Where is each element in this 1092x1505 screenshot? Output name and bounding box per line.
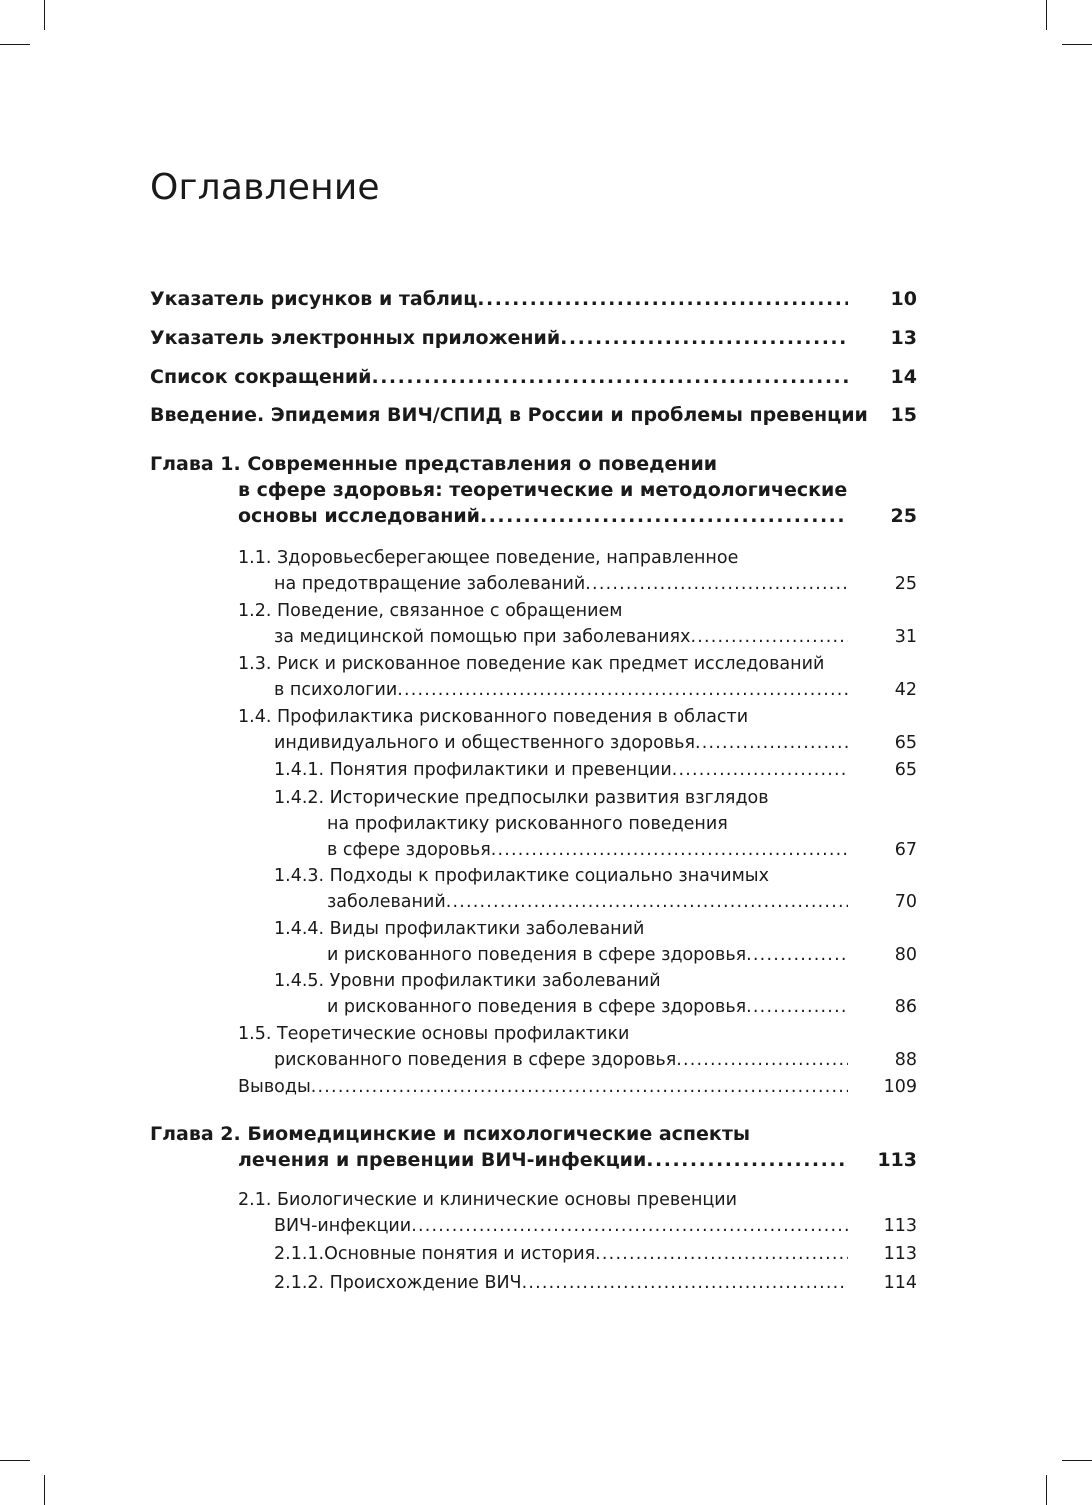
page-number: 13 [890,327,917,349]
toc-entry-line [238,598,622,624]
toc-entry-line [327,811,728,837]
dot-leader [522,1270,848,1296]
toc-entry-text: в психологии [274,680,398,700]
toc-entry-text: 2.1.2. Происхождение ВИЧ [274,1273,522,1293]
page-number: 42 [894,680,917,700]
toc-entry-text: 1.4. Профилактика рискованного поведения в области [238,707,749,727]
toc-entry-text: 1.5. Теоретические основы профилактики [238,1024,630,1044]
toc-entry-text: и рискованного поведения в сфере здоровья [327,997,747,1017]
toc-entry-text: за медицинской помощью при заболеваниях [274,627,691,647]
toc-entry-text: Введение. Эпидемия ВИЧ/СПИД в России и проблемы превенции [150,404,868,426]
toc-entry-line [238,1187,737,1213]
toc-entry-line [274,1241,848,1267]
toc-entry-line [327,837,848,863]
toc-entry-text: 1.4.5. Уровни профилактики заболеваний [274,971,661,991]
toc-entry-text: на предотвращение заболеваний [274,574,586,594]
toc-entry-text: 1.4.4. Виды профилактики заболеваний [274,919,645,939]
page-number: 25 [894,574,917,594]
toc-entry-text: 2.1.1.Основные понятия и история [274,1244,596,1264]
toc-entry-text: 1.4.3. Подходы к профилактике социально значимых [274,866,769,886]
toc-entry-text: 1.1. Здоровьесберегающее поведение, направленное [238,548,739,568]
page-number: 10 [890,288,917,310]
dot-leader [746,942,848,968]
page-number: 113 [877,1149,917,1171]
dot-leader [646,1147,848,1173]
toc-entry-text: заболеваний [327,892,446,912]
toc-entry-text: в сфере здоровья: теоретические и методологические [238,479,848,501]
dot-leader [446,889,848,915]
toc-entry-line [238,1074,848,1100]
dot-leader [477,286,848,312]
toc-entry-text: Глава 1. Современные представления о поведении [150,453,718,475]
page-number: 113 [883,1244,917,1264]
dot-leader [585,571,848,597]
toc-entry-text: рискованного поведения в сфере здоровья [274,1050,677,1070]
toc-entry-line [238,704,748,730]
toc-entry-line [274,785,769,811]
page-number: 31 [894,627,917,647]
toc-entry-line [150,402,868,428]
toc-entry-text: индивидуального и общественного здоровья [274,733,695,753]
toc-entry-line [150,451,717,477]
dot-leader [372,364,849,390]
dot-leader [480,503,848,529]
toc-entry-text: Глава 2. Биомедицинские и психологические аспекты [150,1123,751,1145]
page-number: 88 [894,1050,917,1070]
toc-entry-text: и рискованного поведения в сфере здоровья [327,945,747,965]
toc-entry-text: 1.4.1. Понятия профилактики и превенции [274,760,672,780]
toc-entry-line [150,325,848,351]
page-number: 109 [883,1077,917,1097]
toc-entry-text: на профилактику рискованного поведения [327,814,728,834]
toc-entry-line [238,545,738,571]
dot-leader [411,1213,848,1239]
toc-entry-text: в сфере здоровья [327,840,491,860]
page-number: 80 [894,945,917,965]
toc-entry-line [238,651,824,677]
toc-entry-text: ВИЧ-инфекции [274,1216,412,1236]
toc-entry-line [274,863,769,889]
toc-entry-line [274,968,661,994]
toc-entry-text: 2.1. Биологические и клинические основы превенции [238,1190,738,1210]
dot-leader [491,837,848,863]
toc-entry-text: Указатель рисунков и таблиц [150,288,478,310]
toc-entry-text: основы исследований [238,505,480,527]
dot-leader [311,1074,848,1100]
toc-entry-line [274,1047,848,1073]
toc-entry-line [238,477,847,503]
page-number: 70 [894,892,917,912]
toc-entry-text: 1.4.2. Исторические предпосылки развития взглядов [274,788,769,808]
page-number: 14 [890,366,917,388]
page-number: 67 [894,840,917,860]
toc-entry-line [274,1270,848,1296]
toc-entry-line [327,942,848,968]
page-number: 65 [894,760,917,780]
toc-entry-line [238,1021,629,1047]
dot-leader [672,757,848,783]
toc-entry-line [274,624,848,650]
page-number: 113 [883,1216,917,1236]
toc-entry-text: лечения и превенции ВИЧ-инфекции [238,1149,647,1171]
dot-leader [397,677,848,703]
toc-entry-line [274,1213,848,1239]
toc-entry-line [238,1147,848,1173]
toc-entry-line [274,730,848,756]
dot-leader [746,994,848,1020]
toc-entry-text: Указатель электронных приложений [150,327,561,349]
toc-entry-line [327,889,848,915]
dot-leader [676,1047,848,1073]
toc-entry-text: 1.3. Риск и рискованное поведение как предмет исследований [238,654,825,674]
toc-entry-line [327,994,848,1020]
dot-leader [695,730,848,756]
page-number: 25 [890,505,917,527]
dot-leader [560,325,848,351]
page-number: 114 [883,1273,917,1293]
dot-leader [595,1241,848,1267]
toc-entry-line [238,503,848,529]
toc-entry-line [150,364,848,390]
toc-entry-line [274,571,848,597]
toc-entry-line [274,757,848,783]
page-number: 15 [890,404,917,426]
page-number: 86 [894,997,917,1017]
toc-entry-text: Список сокращений [150,366,372,388]
toc-entry-line [150,1121,750,1147]
dot-leader [690,624,848,650]
toc-entry-text: Выводы [238,1077,311,1097]
toc-entry-text: 1.2. Поведение, связанное с обращением [238,601,623,621]
toc-entry-line [150,286,848,312]
toc-entry-line [274,677,848,703]
page-title: Оглавление [150,167,380,208]
page-number: 65 [894,733,917,753]
toc-entry-line [274,916,644,942]
